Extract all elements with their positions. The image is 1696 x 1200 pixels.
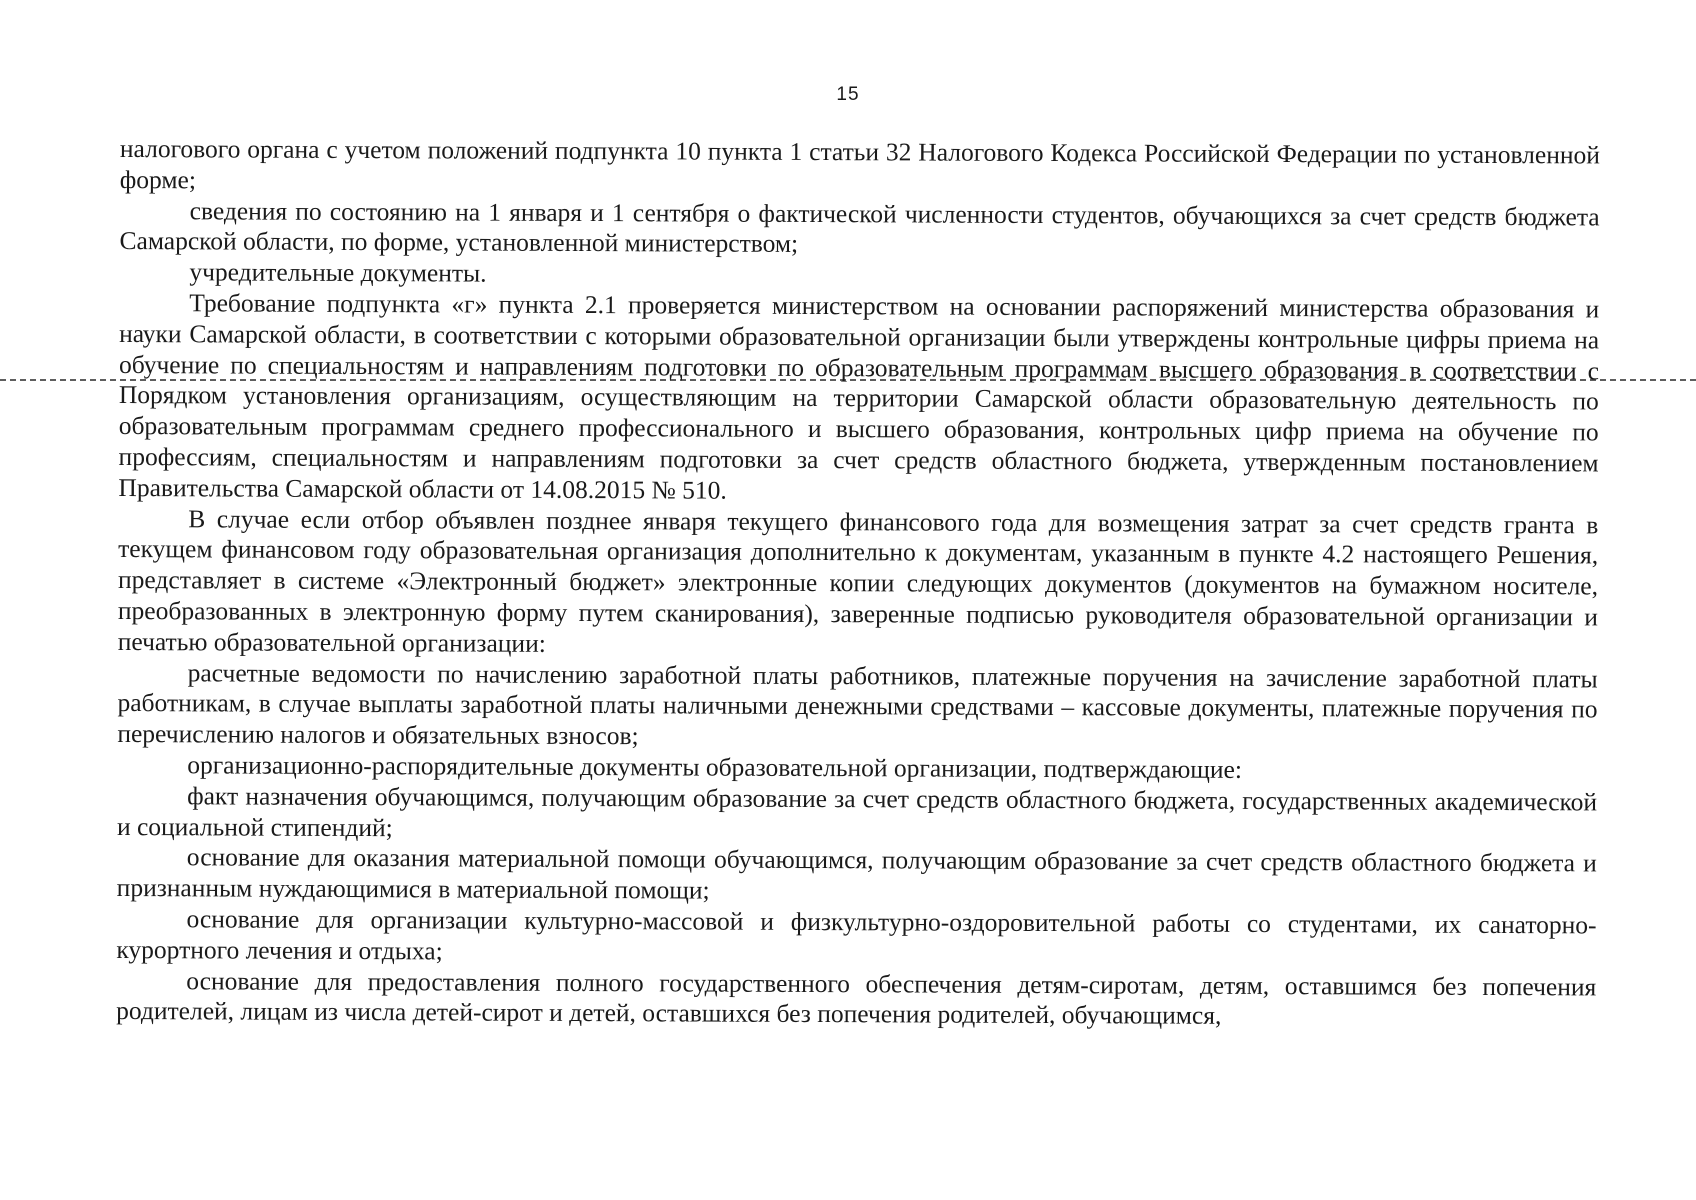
paragraph-tax-authority: налогового органа с учетом положений подпункта 10 пункта 1 статьи 32 Налогового Кодекса Российской Федерации по установленной форме; [119, 134, 1600, 195]
paragraph-orphan-support: основание для предоставления полного государственного обеспечения детям-сиротам, детям, оставшимся без попечения родителей, лицам из числа детей-сирот и детей, оставшихся без попечения родителей, обучающимся, [116, 965, 1597, 1031]
page-number: 15 [836, 84, 860, 105]
document-body [116, 134, 1600, 1034]
paragraph-requirement-check: Требование подпункта «г» пункта 2.1 проверяется министерством на основании распоряжений министерства образования и науки Самарской области, в соответствии с которыми образовательной организации были утверждены контрольные цифры приема на обучение по специальностям и направлениям подготовки по образовательным программам высшего образования в соответствии с Порядком установления организациям, осуществляющим на территории Самарской области образовательную деятельность по образовательным программам среднего профессионального и высшего образования, контрольных цифр приема на обучение по профессиям, специальностям и направлениям подготовки за счет средств областного бюджета, утвержденным постановлением Правительства Самарской области от 14.08.2015 № 510. [118, 288, 1600, 505]
paragraph-founding-docs: учредительные документы. [189, 257, 487, 288]
paragraph-org-docs: организационно-распорядительные документы образовательной организации, подтверждающие: [187, 750, 1243, 784]
paragraph-student-count: сведения по состоянию на 1 января и 1 сентября о фактической численности студентов, обучающихся за счет средств бюджета Самарской области, по форме, установленной министерством; [119, 195, 1600, 259]
paragraph-payroll: расчетные ведомости по начислению заработной платы работников, платежные поручения на зачисление заработной платы работникам, в случае выплаты заработной платы наличными денежными средствами – кассовые документы, платежные поручения по перечислению налогов и обязательных взносов; [117, 657, 1598, 751]
paragraph-stipends: факт назначения обучающимся, получающим образование за счет средств областного бюджета, государственных академической и социальной стипендий; [116, 781, 1598, 842]
paragraph-material-aid: основание для оказания материальной помощи обучающимся, получающим образование за счет средств областного бюджета и признанным нуждающимися в материальной помощи; [116, 842, 1597, 905]
paragraph-cultural-work: основание для организации культурно-массовой и физкультурно-оздоровительной работы со студентами, их санаторно-курортного лечения и отдыха; [116, 904, 1597, 966]
paragraph-late-selection: В случае если отбор объявлен позднее января текущего финансового года для возмещения затрат за счет средств гранта в текущем финансовом году образовательная организация дополнительно к документам, указанным в пункте 4.2 настоящего Решения, представляет в системе «Электронный бюджет» электронные копии следующих документов (документов на бумажном носителе, преобразованных в электронную форму путем сканирования), заверенные подписью руководителя образовательной организации и печатью образовательной организации: [117, 503, 1599, 658]
